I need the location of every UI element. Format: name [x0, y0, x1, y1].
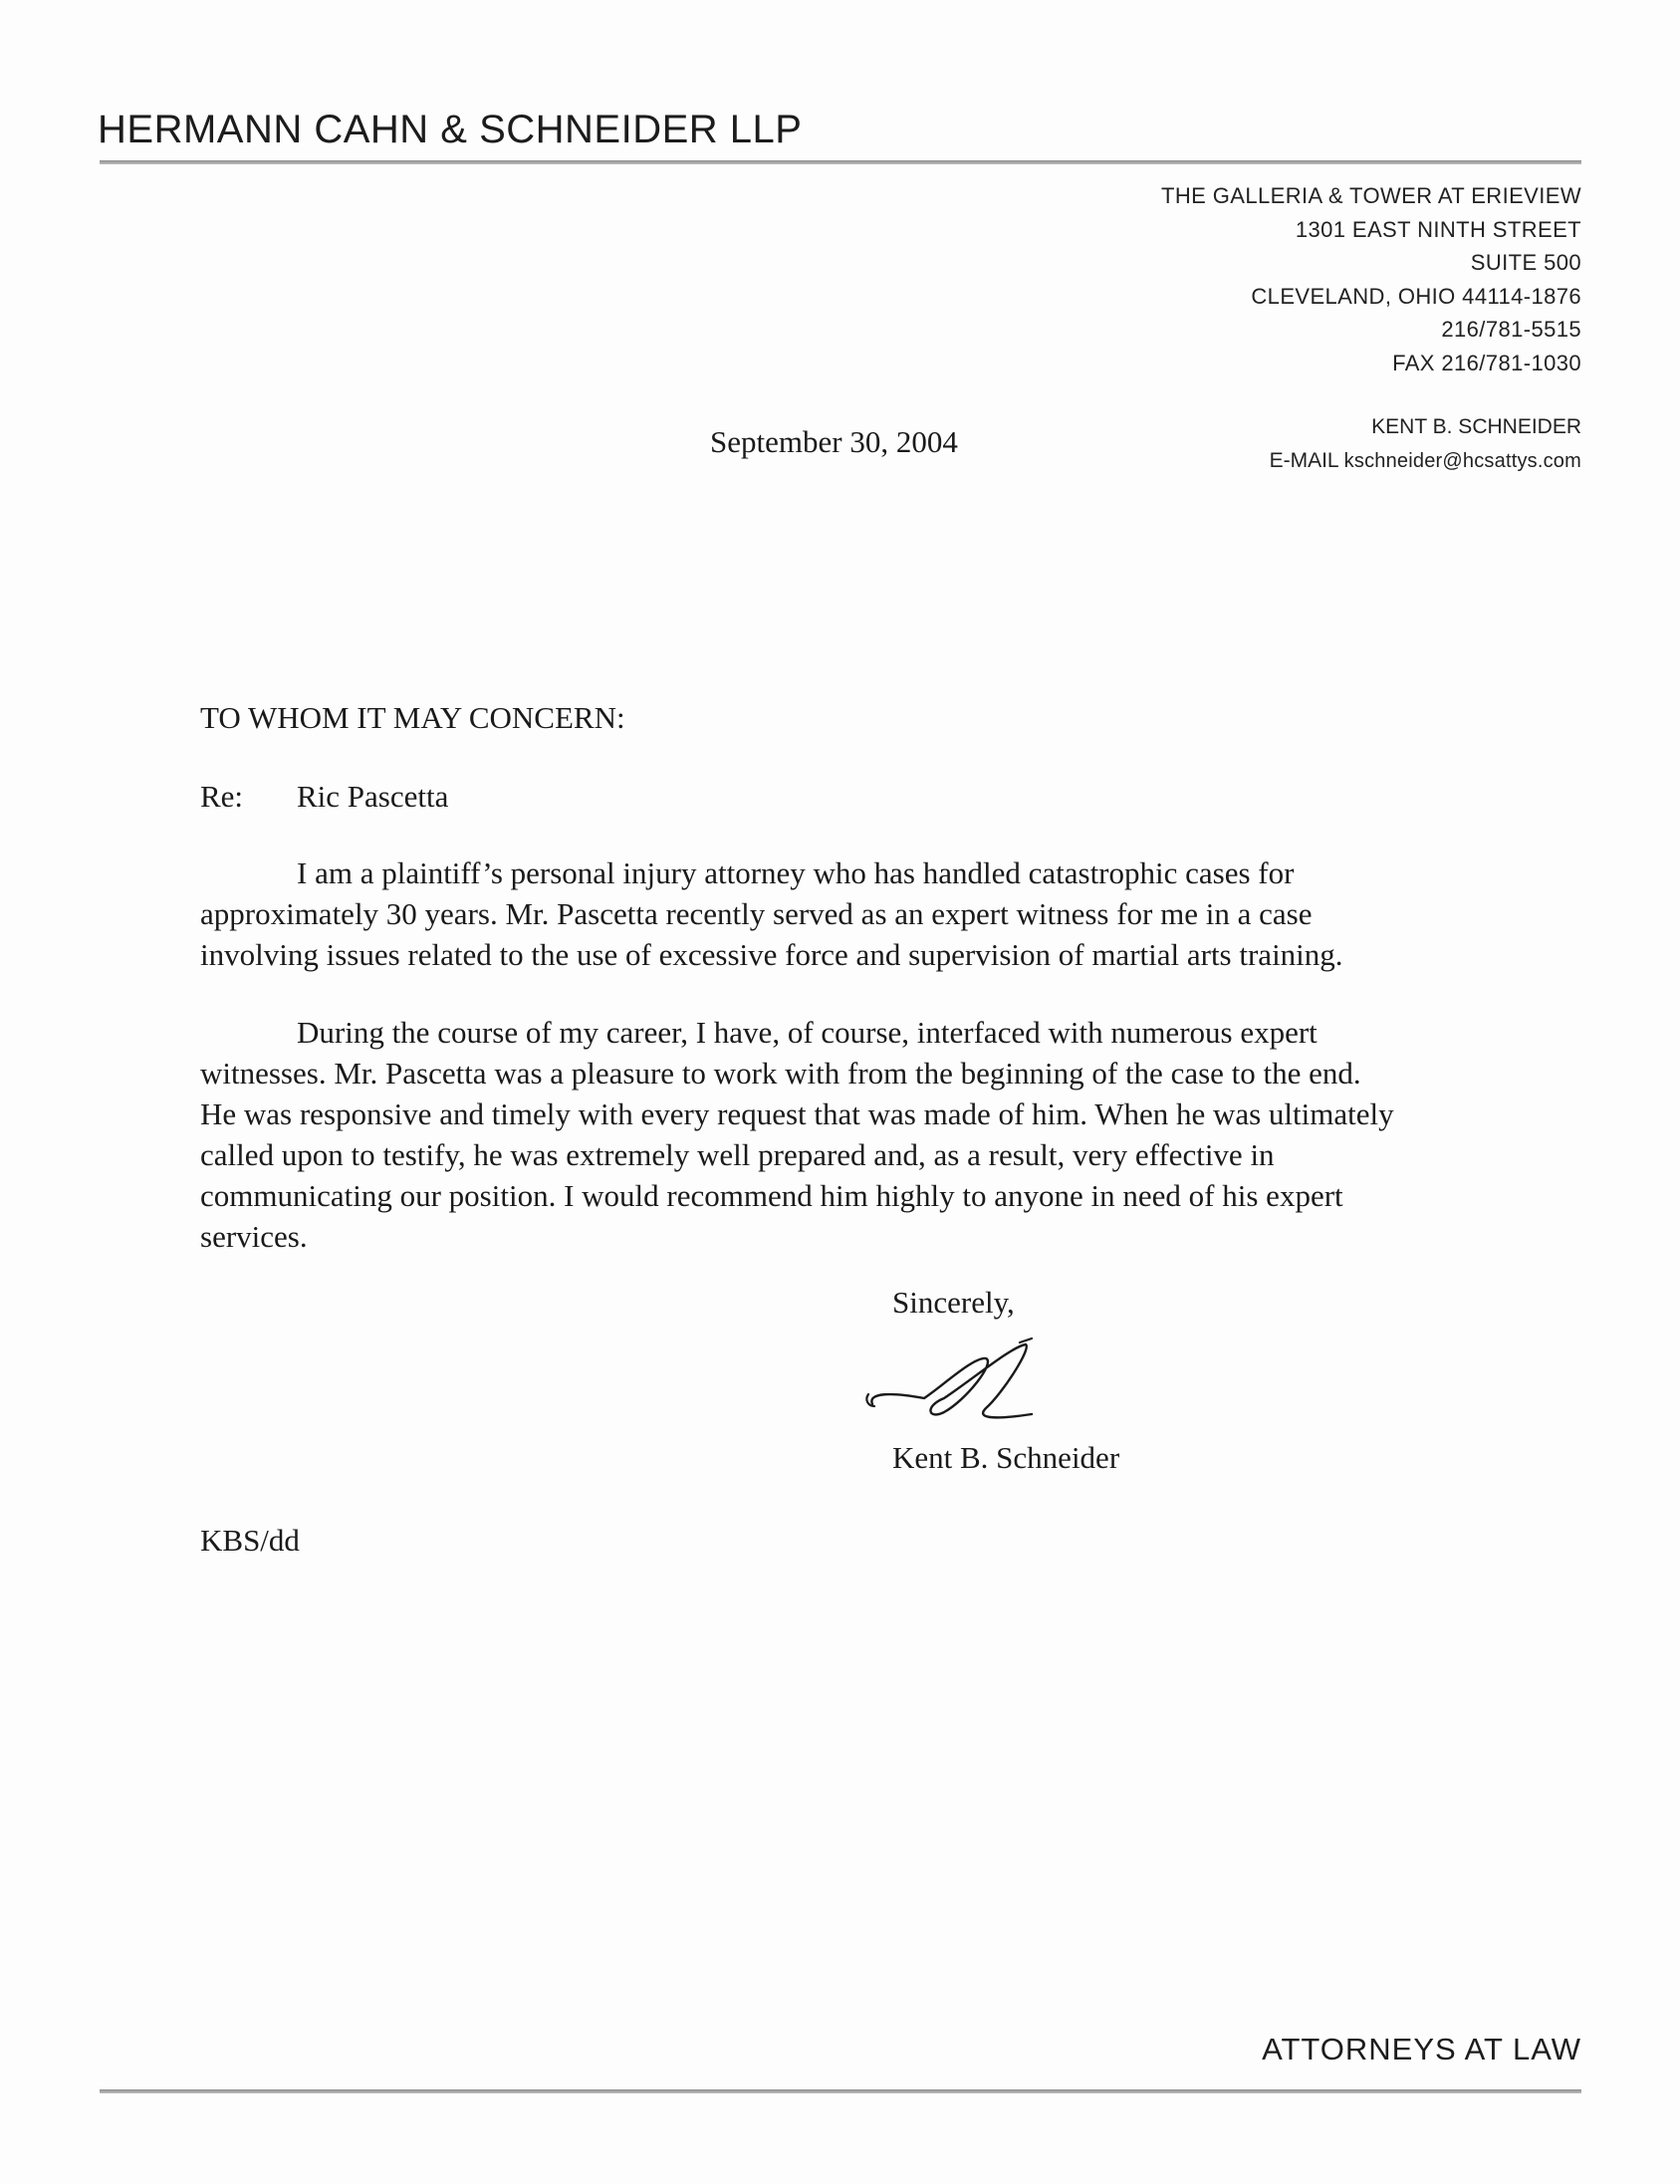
email-address: kschneider@hcsattys.com — [1343, 450, 1581, 472]
attorney-name: KENT B. SCHNEIDER — [1371, 415, 1581, 438]
paragraph-line: communicating our position. I would recommend him highly to anyone in need of his expert — [200, 1178, 1343, 1213]
attorney-contact-block — [1270, 410, 1581, 478]
paragraph-line: I am a plaintiff’s personal injury attorney who has handled catastrophic cases for — [297, 855, 1295, 890]
letterhead-bottom-rule — [100, 2089, 1581, 2093]
salutation: TO WHOM IT MAY CONCERN: — [200, 700, 625, 735]
attorney-email — [1270, 444, 1581, 478]
typist-initials: KBS/dd — [200, 1523, 300, 1558]
signer-name: Kent B. Schneider — [892, 1440, 1120, 1475]
paragraph-line: involving issues related to the use of excessive force and supervision of martial arts training. — [200, 937, 1343, 972]
address-line-building: THE GALLERIA & TOWER AT ERIEVIEW — [1161, 183, 1581, 208]
paragraph-line: During the course of my career, I have, of course, interfaced with numerous expert — [297, 1015, 1318, 1050]
letter-date: September 30, 2004 — [710, 424, 958, 459]
address-line-fax: FAX 216/781-1030 — [1392, 350, 1581, 375]
letterhead-top-rule — [100, 160, 1581, 164]
address-line-street: 1301 EAST NINTH STREET — [1295, 216, 1581, 242]
address-line-city: CLEVELAND, OHIO 44114-1876 — [1251, 283, 1581, 309]
paragraph-line: called upon to testify, he was extremely well prepared and, as a result, very effective in — [200, 1137, 1275, 1172]
footer-tagline: ATTORNEYS AT LAW — [1262, 2032, 1581, 2066]
re-subject: Ric Pascetta — [297, 779, 449, 814]
address-line-phone: 216/781-5515 — [1441, 317, 1581, 343]
re-label: Re: — [200, 779, 244, 814]
email-label: E-MAIL — [1269, 449, 1338, 472]
paragraph-line: He was responsive and timely with every request that was made of him. When he was ultimately — [200, 1096, 1394, 1131]
address-line-suite: SUITE 500 — [1470, 250, 1581, 276]
paragraph-line: witnesses. Mr. Pascetta was a pleasure to work with from the beginning of the case to the end. — [200, 1056, 1361, 1091]
body-paragraph-1 — [200, 852, 1505, 975]
handwritten-signature — [862, 1335, 1081, 1424]
firm-name: HERMANN CAHN & SCHNEIDER LLP — [98, 108, 803, 151]
closing: Sincerely, — [892, 1285, 1015, 1320]
firm-address-block — [1161, 179, 1581, 380]
paragraph-line: services. — [200, 1219, 308, 1254]
body-paragraph-2 — [200, 1012, 1505, 1257]
re-line — [200, 779, 448, 815]
paragraph-line: approximately 30 years. Mr. Pascetta recently served as an expert witness for me in a case — [200, 896, 1313, 931]
